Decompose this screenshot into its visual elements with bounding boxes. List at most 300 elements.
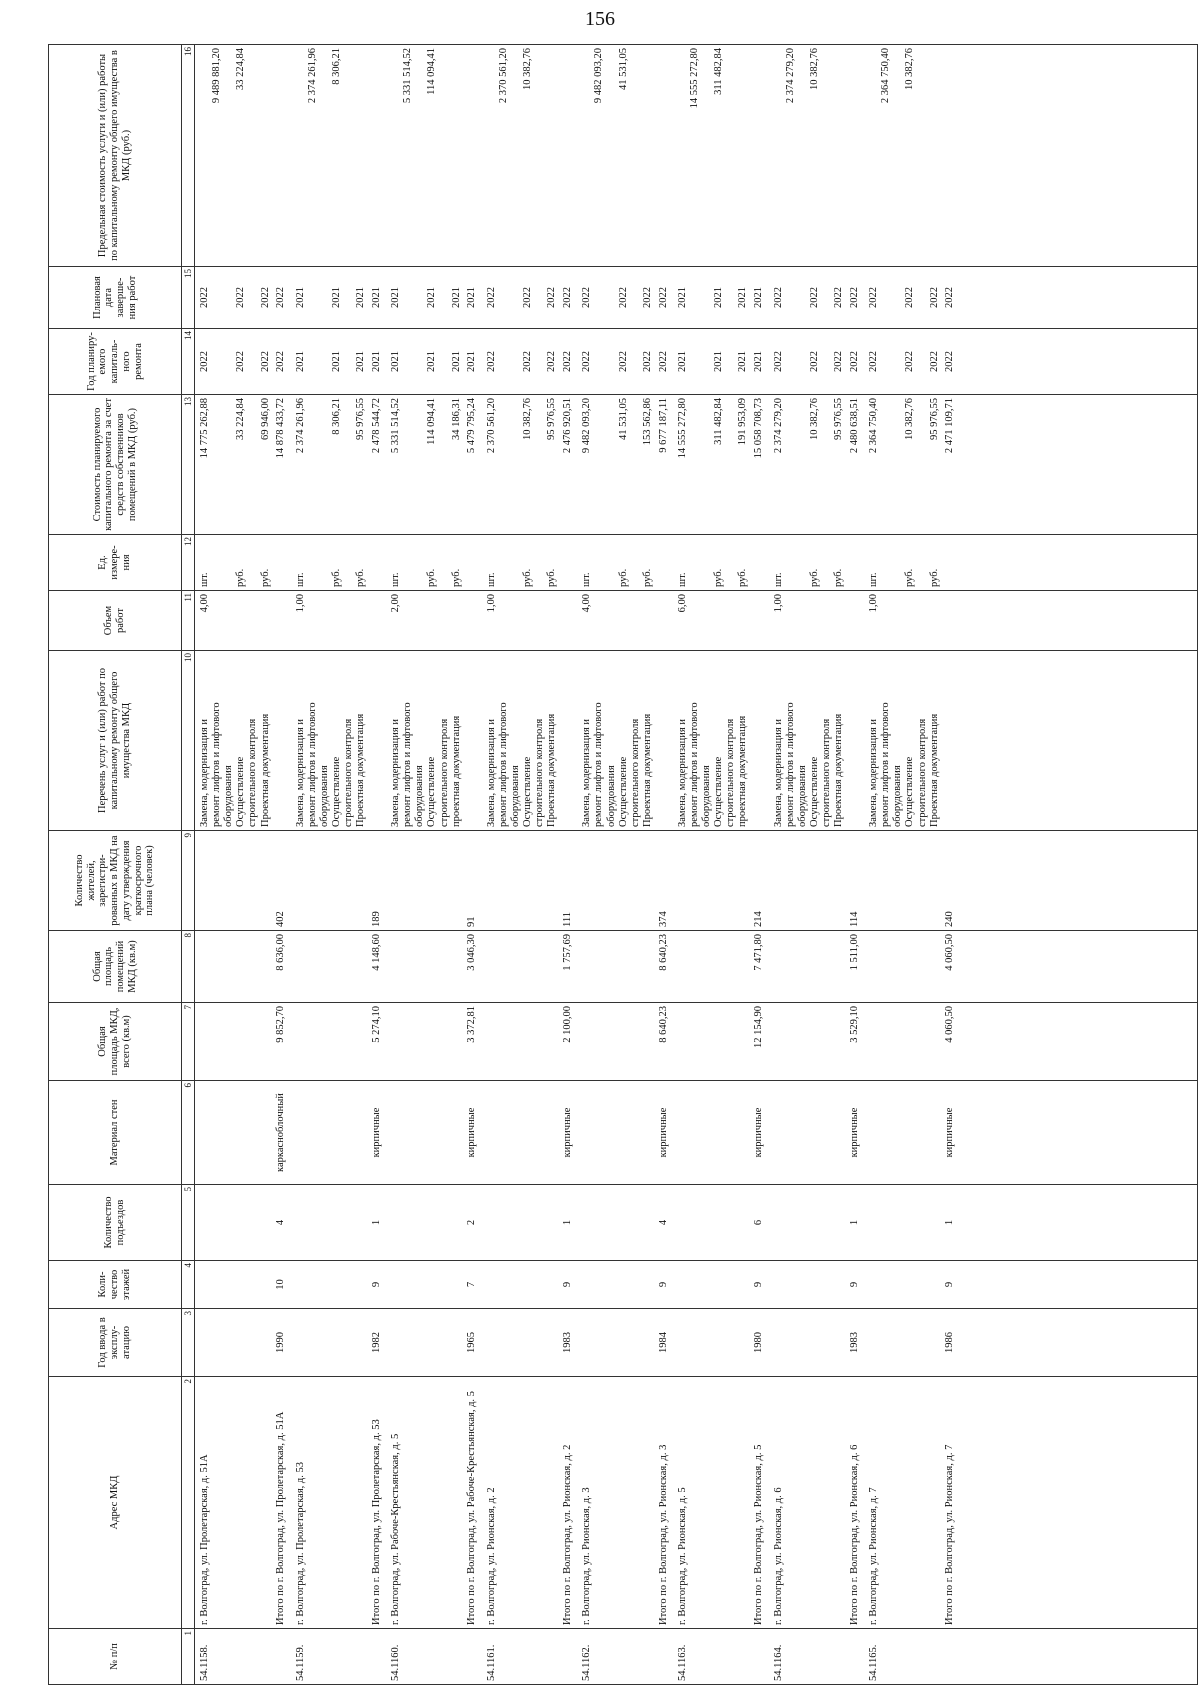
col-area-premises xyxy=(195,931,1198,1003)
work-unit: шт. xyxy=(485,572,497,587)
record-area-premises: 1 757,69 xyxy=(562,934,573,971)
record-total-cost: 15 058 708,73 xyxy=(753,398,765,459)
work-limit-cost: 5 331 514,52 xyxy=(402,48,414,104)
column-header: Перечень услуг и (или) работ по капитальному ремонту общего имущества МКД xyxy=(49,651,182,831)
work-name: оборудования xyxy=(796,765,808,827)
record-total-completion: 2021 xyxy=(753,287,765,308)
column-number: 11 xyxy=(182,591,195,651)
work-repair-year: 2021 xyxy=(426,351,438,372)
work-limit-cost: 9 482 093,20 xyxy=(593,48,605,104)
col-completion-date xyxy=(195,267,1198,329)
column-header: Ед. измере-ния xyxy=(49,535,182,591)
work-cost: 311 482,84 xyxy=(713,398,725,445)
work-name: Проектная документация xyxy=(355,713,367,827)
record-total-year: 2021 xyxy=(370,351,382,372)
record-address: г. Волгоград, ул. Пролетарская, д. 51А xyxy=(199,1454,210,1625)
col-repair-year xyxy=(195,329,1198,395)
work-completion-date: 2022 xyxy=(522,287,534,308)
record-residents: 214 xyxy=(753,911,765,927)
work-volume: 4,00 xyxy=(581,594,593,613)
work-completion-date: 2022 xyxy=(259,287,271,308)
work-name: ремонт лифтов и лифтового xyxy=(784,702,796,827)
column-number: 6 xyxy=(182,1081,195,1185)
record-entrances: 1 xyxy=(562,1219,573,1226)
work-cost: 153 562,86 xyxy=(641,398,653,446)
record-address: г. Волгоград, ул. Рионская, д. 2 xyxy=(485,1487,497,1625)
work-repair-year: 2022 xyxy=(199,351,210,372)
record-total-cost: 2 480 638,51 xyxy=(848,398,860,454)
work-unit: руб. xyxy=(737,568,749,587)
record-total-label: Итого по г. Волгоград, ул. Пролетарская, д. 51А xyxy=(275,1411,287,1625)
work-repair-year: 2022 xyxy=(772,351,784,372)
work-name: Замена, модернизация и xyxy=(868,719,880,827)
work-repair-year: 2021 xyxy=(355,351,367,372)
work-volume: 1,00 xyxy=(485,594,497,613)
work-name: Проектная документация xyxy=(641,713,653,827)
work-completion-date: 2022 xyxy=(485,287,497,308)
work-repair-year: 2021 xyxy=(390,351,402,372)
work-name: оборудования xyxy=(605,765,617,827)
work-cost: 10 382,76 xyxy=(522,398,534,440)
col-floors xyxy=(195,1261,1198,1309)
record-total-label: Итого по г. Волгоград, ул. Рионская, д. 3 xyxy=(657,1444,669,1625)
work-name: строительного контроля xyxy=(438,718,450,827)
record-floors: 9 xyxy=(370,1281,382,1288)
work-name: строительного контроля xyxy=(725,718,737,827)
work-unit: шт. xyxy=(390,572,402,587)
work-name: Замена, модернизация и xyxy=(294,719,306,827)
work-name: ремонт лифтов и лифтового xyxy=(402,702,414,827)
column-header: Стоимость планируемого капитального ремонта за счет средств собственников помещений в МКД (руб.) xyxy=(49,395,182,535)
work-repair-year: 2022 xyxy=(259,351,271,372)
work-unit: шт. xyxy=(199,572,210,587)
record-floors: 7 xyxy=(466,1281,478,1288)
work-limit-cost: 9 489 881,20 xyxy=(211,48,223,104)
work-cost: 69 946,00 xyxy=(259,398,271,440)
work-repair-year: 2022 xyxy=(928,351,940,372)
work-repair-year: 2022 xyxy=(235,351,247,372)
work-unit: руб. xyxy=(833,568,845,587)
record-total-year: 2022 xyxy=(944,351,956,372)
work-cost: 14 555 272,80 xyxy=(676,398,688,459)
record-area-premises: 1 511,00 xyxy=(848,934,860,971)
work-limit-cost: 2 364 750,40 xyxy=(880,48,892,104)
work-name: Проектная документация xyxy=(928,713,940,827)
work-name: Проектная документация xyxy=(833,713,845,827)
record-residents: 240 xyxy=(944,911,956,927)
work-repair-year: 2022 xyxy=(617,351,629,372)
work-completion-date: 2021 xyxy=(355,287,367,308)
record-year-built: 1990 xyxy=(275,1332,287,1353)
work-unit: руб. xyxy=(808,568,820,587)
record-total-year: 2022 xyxy=(848,351,860,372)
work-limit-cost: 10 382,76 xyxy=(904,48,916,90)
work-cost: 10 382,76 xyxy=(808,398,820,440)
work-unit: руб. xyxy=(522,568,534,587)
work-name: Проектная документация xyxy=(546,713,558,827)
work-name: ремонт лифтов и лифтового xyxy=(593,702,605,827)
record-total-label: Итого по г. Волгоград, ул. Рионская, д. 5 xyxy=(753,1444,765,1625)
column-number-row xyxy=(182,45,195,1685)
work-cost: 114 094,41 xyxy=(426,398,438,445)
work-completion-date: 2022 xyxy=(546,287,558,308)
work-completion-date: 2022 xyxy=(928,287,940,308)
work-repair-year: 2022 xyxy=(641,351,653,372)
record-entrances: 1 xyxy=(370,1219,382,1226)
work-cost: 41 531,05 xyxy=(617,398,629,440)
work-cost: 2 370 561,20 xyxy=(485,398,497,454)
work-cost: 95 976,55 xyxy=(833,398,845,440)
work-cost: 95 976,55 xyxy=(928,398,940,440)
work-unit: руб. xyxy=(426,568,438,587)
column-header: Предельная стоимость услуги и (или) работы по капитальному ремонту общего имущества в МКД (руб.) xyxy=(49,45,182,267)
record-address: г. Волгоград, ул. Рионская, д. 5 xyxy=(676,1487,688,1625)
work-unit: руб. xyxy=(355,568,367,587)
record-total-completion: 2021 xyxy=(466,287,478,308)
work-limit-cost: 14 555 272,80 xyxy=(689,48,701,109)
record-total-cost: 14 878 433,72 xyxy=(275,398,287,459)
work-cost: 2 374 261,96 xyxy=(294,398,306,454)
work-completion-date: 2022 xyxy=(904,287,916,308)
record-area-premises: 7 471,80 xyxy=(753,934,765,971)
work-repair-year: 2021 xyxy=(737,351,749,372)
record-address: г. Волгоград, ул. Рионская, д. 7 xyxy=(868,1487,880,1625)
work-limit-cost: 10 382,76 xyxy=(522,48,534,90)
work-limit-cost: 8 306,21 xyxy=(330,48,342,85)
column-header: Количество подъездов xyxy=(49,1185,182,1261)
record-address: г. Волгоград, ул. Рионская, д. 6 xyxy=(772,1487,784,1625)
record-total-cost: 2 476 920,51 xyxy=(562,398,573,454)
record-total-completion: 2022 xyxy=(944,287,956,308)
record-address: г. Волгоград, ул. Пролетарская, д. 53 xyxy=(294,1461,306,1625)
work-unit: шт. xyxy=(676,572,688,587)
work-volume: 4,00 xyxy=(199,594,210,613)
work-cost: 5 331 514,52 xyxy=(390,398,402,454)
work-limit-cost: 114 094,41 xyxy=(426,48,438,95)
work-unit: руб. xyxy=(904,568,916,587)
record-year-built: 1982 xyxy=(370,1332,382,1353)
column-number: 5 xyxy=(182,1185,195,1261)
column-number: 7 xyxy=(182,1003,195,1081)
col-area-total xyxy=(195,1003,1198,1081)
work-name: Осуществление xyxy=(904,756,916,827)
work-name: оборудования xyxy=(509,765,521,827)
column-number: 16 xyxy=(182,45,195,267)
work-completion-date: 2021 xyxy=(426,287,438,308)
column-header: Год ввода в эксплу-атацию xyxy=(49,1309,182,1377)
record-area-total: 8 640,23 xyxy=(657,1006,669,1043)
work-repair-year: 2021 xyxy=(330,351,342,372)
work-name: оборудования xyxy=(223,765,235,827)
work-name: оборудования xyxy=(414,765,426,827)
work-repair-year: 2022 xyxy=(522,351,534,372)
record-year-built: 1965 xyxy=(466,1332,478,1353)
work-completion-date: 2022 xyxy=(199,287,210,308)
work-name: строительного контроля xyxy=(916,718,928,827)
record-number: 54.1161. xyxy=(485,1644,497,1681)
rotated-table-sheet xyxy=(48,45,1200,1685)
record-area-total: 9 852,70 xyxy=(275,1006,287,1043)
work-unit: руб. xyxy=(713,568,725,587)
record-area-premises: 4 148,60 xyxy=(370,934,382,971)
record-floors: 9 xyxy=(753,1281,765,1288)
work-repair-year: 2021 xyxy=(676,351,688,372)
work-name: Осуществление xyxy=(617,756,629,827)
work-unit: руб. xyxy=(330,568,342,587)
work-name: оборудования xyxy=(701,765,713,827)
col-limit-cost xyxy=(195,45,1198,267)
record-entrances: 6 xyxy=(753,1219,765,1226)
work-repair-year: 2021 xyxy=(450,351,462,372)
record-area-premises: 3 046,30 xyxy=(466,934,478,971)
record-wall-material: кирпичные xyxy=(753,1107,765,1158)
record-entrances: 1 xyxy=(848,1219,860,1226)
column-number: 4 xyxy=(182,1261,195,1309)
work-unit: шт. xyxy=(868,572,880,587)
work-name: ремонт лифтов и лифтового xyxy=(497,702,509,827)
work-cost: 10 382,76 xyxy=(904,398,916,440)
work-volume: 1,00 xyxy=(868,594,880,613)
record-floors: 9 xyxy=(944,1281,956,1288)
work-completion-date: 2022 xyxy=(235,287,247,308)
col-works xyxy=(195,651,1198,831)
work-completion-date: 2022 xyxy=(808,287,820,308)
work-cost: 95 976,55 xyxy=(546,398,558,440)
work-repair-year: 2022 xyxy=(868,351,880,372)
record-year-built: 1980 xyxy=(753,1332,765,1353)
work-unit: шт. xyxy=(772,572,784,587)
record-area-premises: 8 640,23 xyxy=(657,934,669,971)
column-number: 1 xyxy=(182,1629,195,1685)
record-number: 54.1162. xyxy=(581,1644,593,1681)
record-area-total: 2 100,00 xyxy=(562,1006,573,1043)
work-name: Замена, модернизация и xyxy=(390,719,402,827)
column-header: Общая площадь помещений МКД (кв.м) xyxy=(49,931,182,1003)
record-total-completion: 2022 xyxy=(275,287,287,308)
work-unit: руб. xyxy=(450,568,462,587)
record-total-cost: 9 677 187,11 xyxy=(657,398,669,453)
work-repair-year: 2022 xyxy=(546,351,558,372)
record-entrances: 4 xyxy=(657,1219,669,1226)
work-name: Осуществление xyxy=(808,756,820,827)
work-completion-date: 2021 xyxy=(713,287,725,308)
work-name: Замена, модернизация и xyxy=(676,719,688,827)
work-name: Осуществление xyxy=(426,756,438,827)
work-name: Осуществление xyxy=(522,756,534,827)
record-residents: 91 xyxy=(466,916,478,927)
record-area-total: 5 274,10 xyxy=(370,1006,382,1043)
column-header: Объем работ xyxy=(49,591,182,651)
work-completion-date: 2021 xyxy=(676,287,688,308)
record-address: г. Волгоград, ул. Рабоче-Крестьянская, д. 5 xyxy=(390,1433,402,1625)
record-total-label: Итого по г. Волгоград, ул. Рионская, д. 6 xyxy=(848,1444,860,1625)
work-name: строительного контроля xyxy=(342,718,354,827)
work-unit: руб. xyxy=(259,568,271,587)
work-repair-year: 2022 xyxy=(485,351,497,372)
work-cost: 8 306,21 xyxy=(330,398,342,435)
column-header: Общая площадь МКД, всего (кв.м) xyxy=(49,1003,182,1081)
col-number xyxy=(195,1629,1198,1685)
column-number: 12 xyxy=(182,535,195,591)
record-total-year: 2021 xyxy=(753,351,765,372)
record-total-year: 2022 xyxy=(275,351,287,372)
work-completion-date: 2022 xyxy=(833,287,845,308)
work-completion-date: 2022 xyxy=(772,287,784,308)
work-volume: 6,00 xyxy=(676,594,688,613)
work-volume: 1,00 xyxy=(294,594,306,613)
work-completion-date: 2021 xyxy=(737,287,749,308)
record-area-total: 4 060,50 xyxy=(944,1006,956,1043)
work-name: проектная документация xyxy=(450,715,462,827)
record-floors: 9 xyxy=(848,1281,860,1288)
work-name: ремонт лифтов и лифтового xyxy=(880,702,892,827)
record-residents: 114 xyxy=(848,911,860,927)
col-year-built xyxy=(195,1309,1198,1377)
record-total-label: Итого по г. Волгоград, ул. Рионская, д. 7 xyxy=(944,1444,956,1625)
record-year-built: 1983 xyxy=(562,1332,573,1353)
work-cost: 2 374 279,20 xyxy=(772,398,784,454)
record-number: 54.1158. xyxy=(199,1644,210,1681)
work-cost: 33 224,84 xyxy=(235,398,247,440)
record-floors: 9 xyxy=(562,1281,573,1288)
work-volume: 1,00 xyxy=(772,594,784,613)
work-completion-date: 2021 xyxy=(390,287,402,308)
work-name: Осуществление xyxy=(330,756,342,827)
table-body-row xyxy=(195,45,1198,1685)
record-area-total: 3 372,81 xyxy=(466,1006,478,1043)
work-cost: 191 953,09 xyxy=(737,398,749,446)
column-number: 10 xyxy=(182,651,195,831)
record-number: 54.1159. xyxy=(294,1644,306,1681)
column-number: 8 xyxy=(182,931,195,1003)
work-unit: шт. xyxy=(581,572,593,587)
work-limit-cost: 2 370 561,20 xyxy=(497,48,509,104)
column-header: Коли-чество этажей xyxy=(49,1261,182,1309)
work-cost: 2 364 750,40 xyxy=(868,398,880,454)
work-completion-date: 2021 xyxy=(294,287,306,308)
col-wall-material xyxy=(195,1081,1198,1185)
record-number: 54.1160. xyxy=(390,1644,402,1681)
work-limit-cost: 10 382,76 xyxy=(808,48,820,90)
work-completion-date: 2021 xyxy=(330,287,342,308)
col-address xyxy=(195,1377,1198,1629)
work-name: Замена, модернизация и xyxy=(772,719,784,827)
work-completion-date: 2022 xyxy=(581,287,593,308)
record-wall-material: кирпичные xyxy=(562,1107,573,1158)
work-repair-year: 2022 xyxy=(833,351,845,372)
work-name: строительного контроля xyxy=(534,718,546,827)
record-residents: 402 xyxy=(275,911,287,927)
record-total-year: 2022 xyxy=(562,351,573,372)
work-name: строительного контроля xyxy=(820,718,832,827)
work-volume: 2,00 xyxy=(390,594,402,613)
work-cost: 95 976,55 xyxy=(355,398,367,440)
work-limit-cost: 41 531,05 xyxy=(617,48,629,90)
header-row xyxy=(49,45,182,1685)
record-year-built: 1984 xyxy=(657,1332,669,1353)
record-wall-material: кирпичные xyxy=(370,1107,382,1158)
work-limit-cost: 311 482,84 xyxy=(713,48,725,95)
record-area-total: 12 154,90 xyxy=(753,1006,765,1048)
record-entrances: 1 xyxy=(944,1219,956,1226)
work-repair-year: 2021 xyxy=(294,351,306,372)
record-total-year: 2022 xyxy=(657,351,669,372)
work-repair-year: 2022 xyxy=(581,351,593,372)
work-repair-year: 2022 xyxy=(904,351,916,372)
col-cost xyxy=(195,395,1198,535)
record-number: 54.1165. xyxy=(868,1644,880,1681)
work-name: проектная документация xyxy=(737,715,749,827)
work-repair-year: 2022 xyxy=(808,351,820,372)
record-total-year: 2021 xyxy=(466,351,478,372)
record-total-completion: 2022 xyxy=(657,287,669,308)
record-wall-material: каркаснoблочный xyxy=(275,1093,287,1172)
column-header: Материал стен xyxy=(49,1081,182,1185)
work-unit: руб. xyxy=(617,568,629,587)
record-total-completion: 2022 xyxy=(562,287,573,308)
record-area-premises: 4 060,50 xyxy=(944,934,956,971)
col-unit xyxy=(195,535,1198,591)
record-address: г. Волгоград, ул. Рионская, д. 3 xyxy=(581,1487,593,1625)
work-name: Замена, модернизация и xyxy=(199,719,210,827)
record-entrances: 2 xyxy=(466,1219,478,1226)
col-residents xyxy=(195,831,1198,931)
work-limit-cost: 2 374 261,96 xyxy=(306,48,318,104)
record-residents: 374 xyxy=(657,911,669,927)
work-name: строительного контроля xyxy=(247,718,259,827)
record-total-cost: 2 471 109,71 xyxy=(944,398,956,454)
record-wall-material: кирпичные xyxy=(657,1107,669,1158)
column-number: 9 xyxy=(182,831,195,931)
record-floors: 10 xyxy=(275,1279,287,1290)
record-year-built: 1986 xyxy=(944,1332,956,1353)
work-name: Осуществление xyxy=(235,756,247,827)
record-number: 54.1164. xyxy=(772,1644,784,1681)
record-number: 54.1163. xyxy=(676,1644,688,1681)
record-total-completion: 2021 xyxy=(370,287,382,308)
col-entrances xyxy=(195,1185,1198,1261)
record-residents: 189 xyxy=(370,911,382,927)
column-number: 15 xyxy=(182,267,195,329)
work-limit-cost: 2 374 279,20 xyxy=(784,48,796,104)
col-volume xyxy=(195,591,1198,651)
work-name: ремонт лифтов и лифтового xyxy=(211,702,223,827)
work-name: строительного контроля xyxy=(629,718,641,827)
work-cost: 9 482 093,20 xyxy=(581,398,593,454)
record-total-label: Итого по г. Волгоград, ул. Рабоче-Крестьянская, д. 5 xyxy=(466,1391,478,1625)
work-cost: 34 186,31 xyxy=(450,398,462,440)
work-name: ремонт лифтов и лифтового xyxy=(689,702,701,827)
record-wall-material: кирпичные xyxy=(848,1107,860,1158)
record-area-premises: 8 636,00 xyxy=(275,934,287,971)
work-unit: руб. xyxy=(641,568,653,587)
page-number: 156 xyxy=(585,8,615,30)
work-name: Замена, модернизация и xyxy=(485,719,497,827)
capital-repair-table xyxy=(48,44,1198,1685)
record-year-built: 1983 xyxy=(848,1332,860,1353)
column-header: Год планиру-емого капиталь-ного ремонта xyxy=(49,329,182,395)
work-unit: руб. xyxy=(235,568,247,587)
column-number: 13 xyxy=(182,395,195,535)
column-header: Адрес МКД xyxy=(49,1377,182,1629)
column-header: Плановая дата заверше-ния работ xyxy=(49,267,182,329)
work-unit: руб. xyxy=(546,568,558,587)
work-name: ремонт лифтов и лифтового xyxy=(306,702,318,827)
work-completion-date: 2021 xyxy=(450,287,462,308)
record-total-label: Итого по г. Волгоград, ул. Рионская, д. 2 xyxy=(562,1444,573,1625)
record-total-cost: 5 479 795,24 xyxy=(466,398,478,454)
column-number: 3 xyxy=(182,1309,195,1377)
